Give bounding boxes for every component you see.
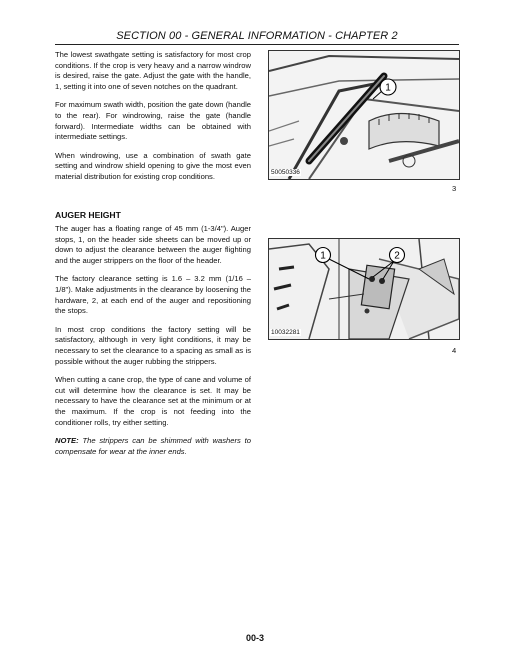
intro-text	[55, 50, 251, 191]
swathgate-illustration	[269, 51, 459, 179]
figure4-code: 10032281	[271, 329, 300, 336]
figure3-number: 3	[452, 184, 457, 193]
note-text: The strippers can be shimmed with washers to compensate for wear at the inner ends.	[55, 436, 251, 456]
figure4-callout-1: 1	[320, 250, 326, 262]
figure-swathgate	[268, 50, 460, 180]
figure3-code: 50050336	[271, 169, 300, 176]
auger-paragraph: In most crop conditions the factory setting will be satisfactory, although in very light conditions, it may be necessary to set the clearance to a spacing as small as is possible without the auger rubbing the strippers.	[55, 324, 251, 366]
figure4-callout-2: 2	[394, 250, 400, 262]
note	[55, 436, 251, 457]
page-number: 00-3	[245, 633, 264, 643]
figure4-number: 4	[452, 346, 457, 355]
intro-paragraph: The lowest swathgate setting is satisfactory for most crop conditions. If the crop is very heavy and a narrow windrow is desired, raise the gate. Adjust the gate with the handle, 1, setting it into one of seven notches on the quadrant.	[55, 50, 251, 91]
page-header: SECTION 00 - GENERAL INFORMATION - CHAPTER 2	[116, 30, 398, 42]
note-label: NOTE:	[55, 436, 79, 446]
auger-paragraph: When cutting a cane crop, the type of cane and volume of cut will determine how the clearance is set. It may be necessary to have the clearance set at the minimum or at the maximum. If the crop is not feeding into the conditioner rolls, try either setting.	[55, 375, 251, 427]
figure3-callout-1: 1	[385, 82, 391, 94]
auger-stop-illustration	[269, 239, 459, 339]
header-rule	[55, 44, 459, 45]
figure-auger-stops	[268, 238, 460, 340]
auger-text	[55, 224, 251, 465]
auger-paragraph: The factory clearance setting is 1.6 – 3.2 mm (1/16 – 1/8"). Make adjustments in the clearance by loosening the hardware, 2, at each end of the auger and repositioning the stops.	[55, 274, 251, 316]
intro-paragraph: For maximum swath width, position the gate down (handle to the rear). For windrowing, raise the gate (handle forward). Intermediate widths can be obtained with intermediate settings.	[55, 100, 251, 142]
auger-paragraph: The auger has a floating range of 45 mm (1-3/4"). Auger stops, 1, on the header side sheets can be moved up or down to adjust the clearance between the auger flighting and the auger strippers on the floor of the header.	[55, 224, 251, 265]
intro-paragraph: When windrowing, use a combination of swath gate setting and windrow shield opening to give the most even material distribution for existing crop conditions.	[55, 150, 251, 181]
section-heading: AUGER HEIGHT	[55, 210, 121, 220]
